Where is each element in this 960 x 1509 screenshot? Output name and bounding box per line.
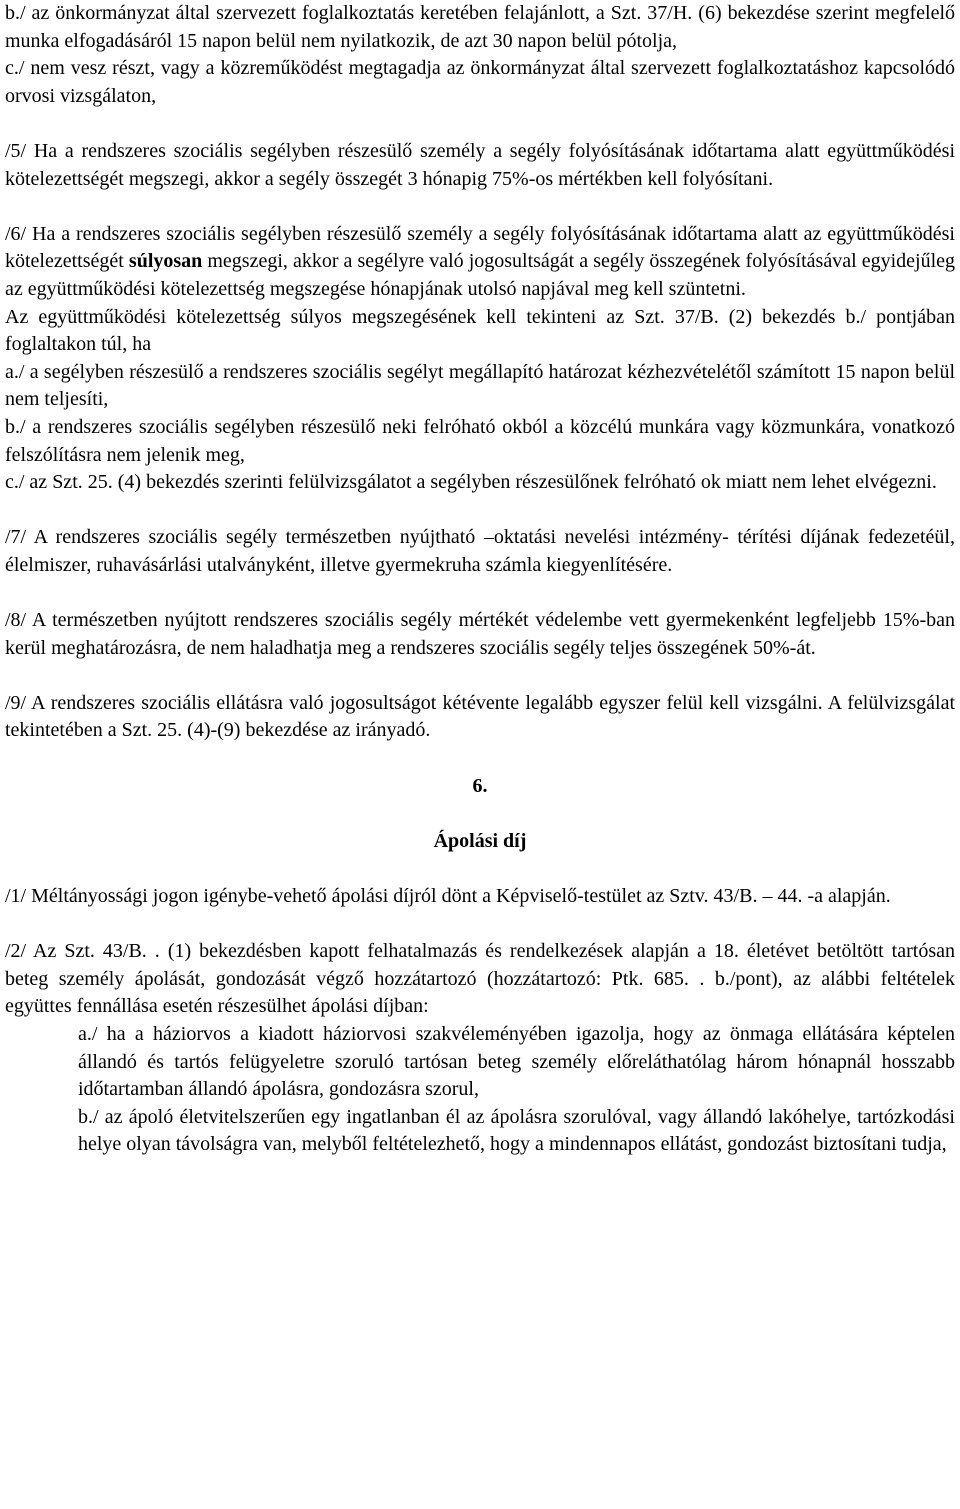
paragraph-6: [5, 221, 955, 304]
paragraph-severe-b: b./ a rendszeres szociális segélyben részesülő neki felróható okból a közcélú munkára vagy közmunkára, vonatkozó felszólításra nem jelenik meg,: [5, 415, 955, 466]
paragraph-8: /8/ A természetben nyújtott rendszeres szociális segély mértékét védelembe vett gyermekenként legfeljebb 15%-ban kerül meghatározásra, de nem haladhatja meg a rendszeres szociális segély teljes összegének 50%-át.: [5, 609, 955, 659]
paragraph-5: /5/ Ha a rendszeres szociális segélyben részesülő személy a segély folyósításának időtartama alatt együttműködési kötelezettségét megszegi, akkor a segély összegét 3 hónapig 75%-os mértékben kell folyósítani.: [5, 139, 955, 190]
paragraph-c-medical-exam: c./ nem vesz részt, vagy a közreműködést megtagadja az önkormányzat által szervezett foglalkoztatáshoz kapcsolódó orvosi vizsgálaton,: [5, 57, 955, 107]
blank-line: [5, 911, 955, 939]
blank-line: [5, 193, 955, 221]
blank-line: [5, 662, 955, 690]
care-paragraph-1: /1/ Méltányossági jogon igénybe-vehető ápolási díjról dönt a Képviselő-testület az Sztv. 43/B. – 44. -a alapján.: [5, 885, 891, 907]
care-paragraph-2: /2/ Az Szt. 43/B. . (1) bekezdésben kapott felhatalmazás és rendelkezések alapján a 18. életévet betöltött tartósan beteg személy ápolását, gondozását végző hozzátartozó (hozzátartozó: Ptk. 685. . b./pont), az alábbi feltételek együttes fennállása esetén részesülhet ápolási díjban:: [5, 940, 955, 1018]
paragraph-severe-a: a./ a segélyben részesülő a rendszeres szociális segélyt megállapító határozat kézhezvételétől számított 15 napon belül nem teljesíti,: [5, 360, 955, 411]
care-condition-b: b./ az ápoló életvitelszerűen egy ingatlanban él az ápolásra szorulóval, vagy állandó lakóhelye, tartózkodási helye olyan távolságra van, melyből feltételezhető, hogy a mindennapos ellátást, gondozást biztosítani tudja,: [78, 1105, 955, 1156]
paragraph-6-after: megszegi, akkor a segélyre való jogosultságát a segély összegének folyósításával egyidejűleg az együttműködési kötelezettség megszegése hónapjának utolsó napjával meg kell szüntetni.: [5, 250, 956, 300]
paragraph-6-bold-word: súlyosan: [128, 250, 203, 273]
section-number: 6.: [472, 774, 488, 797]
blank-line: [5, 800, 955, 828]
care-condition-a: a./ ha a háziorvos a kiadott háziorvosi szakvéleményében igazolja, hogy az önmaga ellátására képtelen állandó és tartós felügyeletre szoruló tartósan beteg személy előreláthatólag három hónapnál hosszabb időtartamban állandó ápolásra, gondozásra szorul,: [78, 1022, 955, 1101]
blank-line: [5, 579, 955, 607]
blank-line: [5, 497, 955, 525]
paragraph-7: /7/ A rendszeres szociális segély természetben nyújtható –oktatási nevelési intézmény- térítési díjának fedezetéül, élelmiszer, ruhavásárlási utalványként, illetve gyermekruha számla kiegyenlítésére.: [5, 526, 955, 576]
blank-line: [5, 745, 955, 773]
paragraph-severe-c: c./ az Szt. 25. (4) bekezdés szerinti felülvizsgálatot a segélyben részesülőnek felróható ok miatt nem lehet elvégezni.: [5, 471, 937, 494]
paragraph-9: /9/ A rendszeres szociális ellátásra való jogosultságot kétévente legalább egyszer felül kell vizsgálni. A felülvizsgálat tekintetében a Szt. 25. (4)-(9) bekezdése az irányadó.: [5, 691, 955, 742]
paragraph-6-before: /6/ Ha a rendszeres szociális segélyben részesülő személy a segély folyósításának időtartama alatt az együttműködési kötelezettségét: [5, 222, 955, 273]
paragraph-severe-breach: Az együttműködési kötelezettség súlyos megszegésének kell tekinteni az Szt. 37/B. (2) bekezdés b./ pontjában foglaltakon túl, ha: [5, 305, 955, 356]
section-title: Ápolási díj: [433, 829, 527, 852]
blank-line: [5, 855, 955, 883]
blank-line: [5, 110, 955, 138]
paragraph-b-offered-work: b./ az önkormányzat által szervezett foglalkoztatás keretében felajánlott, a Szt. 37/H. (6) bekezdése szerint megfelelő munka elfogadásáról 15 napon belül nem nyilatkozik, de azt 30 napon belül pótolja,: [5, 2, 955, 52]
document-page: [5, 0, 955, 1159]
